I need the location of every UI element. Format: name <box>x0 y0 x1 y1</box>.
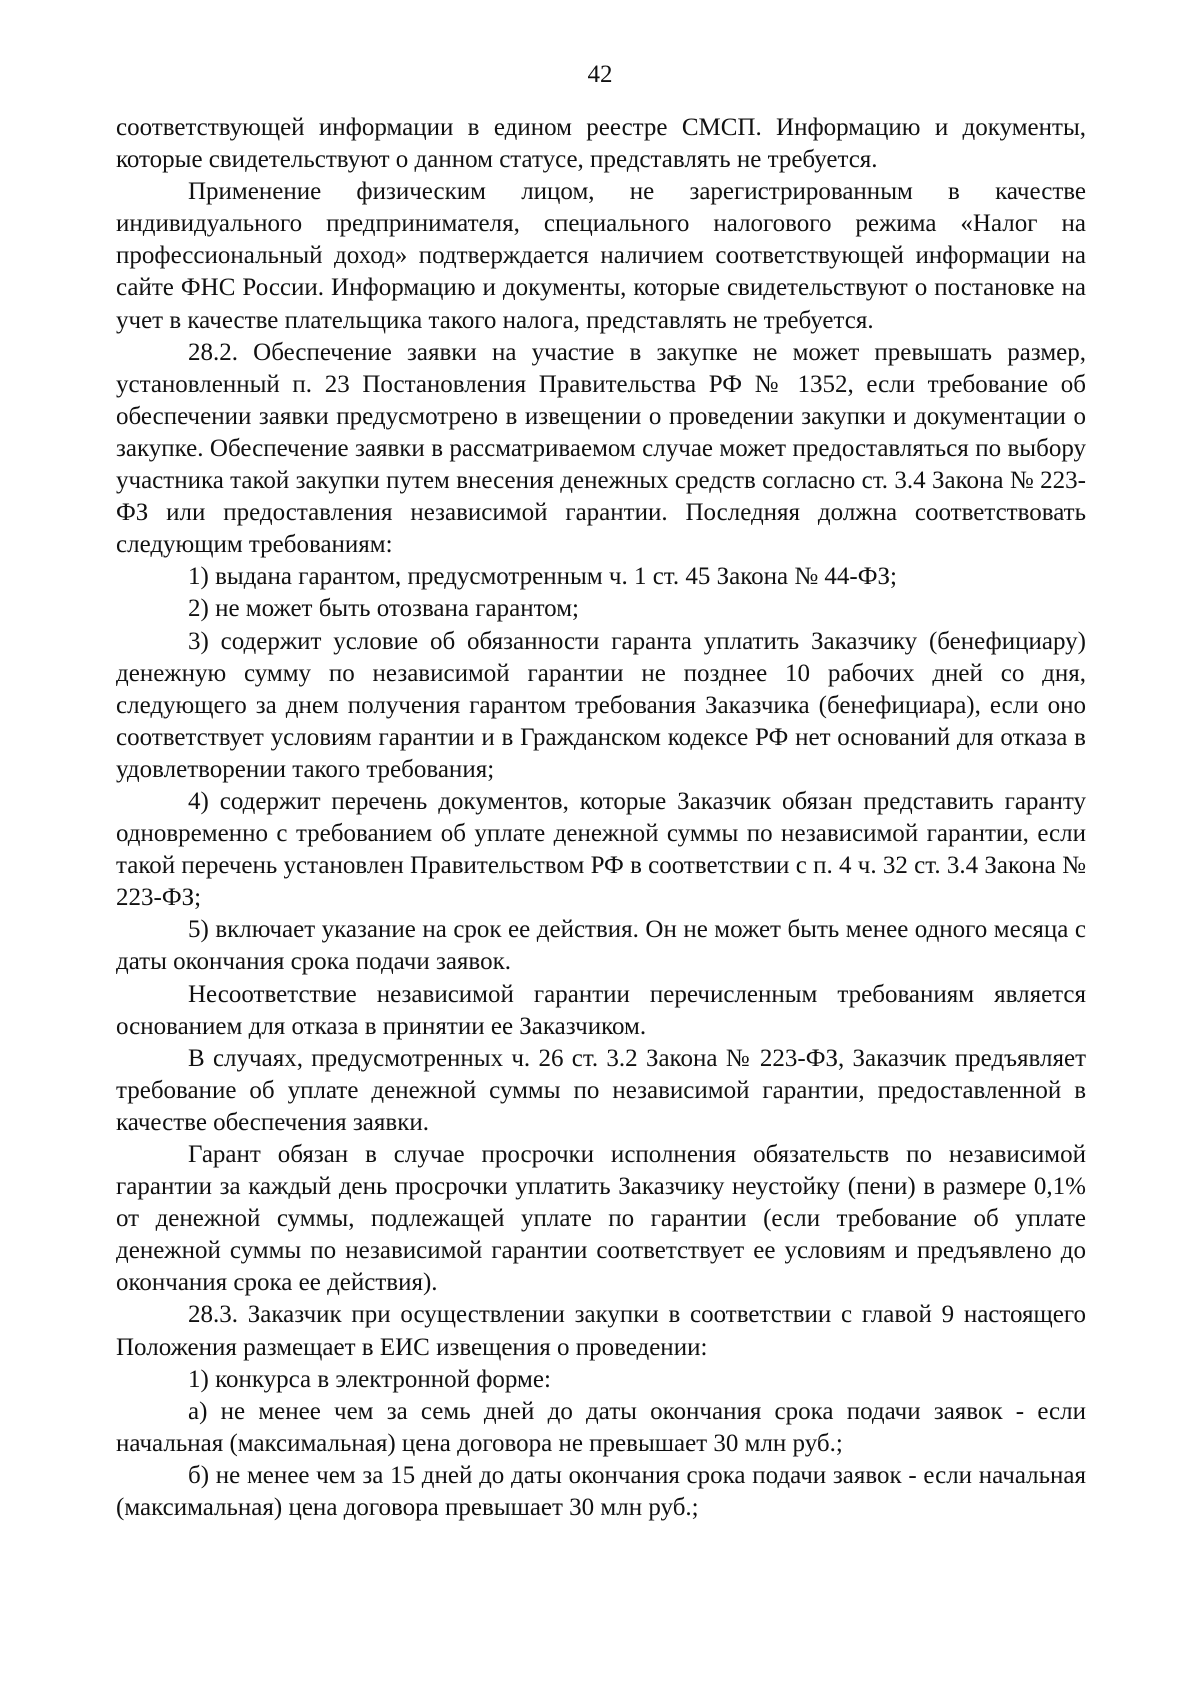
paragraph-28-3-notices: 28.3. Заказчик при осуществлении закупки в соответствии с главой 9 настоящего Положения размещает в ЕИС извещения о проведении: <box>116 1301 1086 1361</box>
list-item-a-seven-days: а) не менее чем за семь дней до даты окончания срока подачи заявок - если начальная (максимальная) цена договора не превышает 30 млн руб.; <box>116 1397 1086 1457</box>
paragraph-professional-income-tax: Применение физическим лицом, не зарегистрированным в качестве индивидуального предпринимателя, специального налогового режима «Налог на профессиональный доход» подтверждается наличием соответствующей информации на сайте ФНС России. Информацию и документы, которые свидетельствуют о постановке на учет в качестве плательщика такого налога, представлять не требуется. <box>116 178 1086 334</box>
paragraph-28-2-bid-security: 28.2. Обеспечение заявки на участие в закупке не может превышать размер, установленный п. 23 Постановления Правительства РФ № 1352, если требование об обеспечении заявки предусмотрено в извещении о проведении закупки и документации о закупке. Обеспечение заявки в рассматриваемом случае может предоставляться по выбору участника такой закупки путем внесения денежных средств согласно ст. 3.4 Закона № 223-ФЗ или предоставления независимой гарантии. Последняя должна соответствовать следующим требованиям: <box>116 338 1086 559</box>
paragraph-guarantor-penalty: Гарант обязан в случае просрочки исполнения обязательств по независимой гарантии за каждый день просрочки уплатить Заказчику неустойку (пени) в размере 0,1% от денежной суммы, подлежащей уплате по гарантии (если требование об уплате денежной суммы по независимой гарантии соответствует ее условиям и предъявлено до окончания срока ее действия). <box>116 1141 1086 1297</box>
list-item-5-validity-term: 5) включает указание на срок ее действия. Он не может быть менее одного месяца с даты окончания срока подачи заявок. <box>116 916 1086 976</box>
list-item-1-electronic-tender: 1) конкурса в электронной форме: <box>188 1365 551 1393</box>
document-body <box>116 112 1086 1524</box>
page-number: 42 <box>587 61 613 88</box>
list-item-4-documents-list: 4) содержит перечень документов, которые Заказчик обязан представить гаранту одновременно с требованием об уплате денежной суммы по независимой гарантии, если такой перечень установлен Правительством РФ в соответствии с п. 4 ч. 32 ст. 3.4 Закона № 223-ФЗ; <box>116 787 1086 912</box>
paragraph-payment-demand: В случаях, предусмотренных ч. 26 ст. 3.2 Закона № 223-ФЗ, Заказчик предъявляет требование об уплате денежной суммы по независимой гарантии, предоставленной в качестве обеспечения заявки. <box>116 1044 1086 1136</box>
list-item-3-payment-condition: 3) содержит условие об обязанности гаранта уплатить Заказчику (бенефициару) денежную сумму по независимой гарантии не позднее 10 рабочих дней со дня, следующего за днем получения гарантом требования Заказчика (бенефициара), если оно соответствует условиям гарантии и в Гражданском кодексе РФ нет оснований для отказа в удовлетворении такого требования; <box>116 627 1086 783</box>
paragraph-nonconformity: Несоответствие независимой гарантии перечисленным требованиям является основанием для отказа в принятии ее Заказчиком. <box>116 980 1086 1040</box>
paragraph-smsp-registry: соответствующей информации в едином реестре СМСП. Информацию и документы, которые свидетельствуют о данном статусе, представлять не требуется. <box>116 114 1086 174</box>
list-item-2-irrevocable: 2) не может быть отозвана гарантом; <box>188 595 579 623</box>
list-item-1-guarantor: 1) выдана гарантом, предусмотренным ч. 1 ст. 45 Закона № 44-ФЗ; <box>188 563 897 591</box>
list-item-b-fifteen-days: б) не менее чем за 15 дней до даты окончания срока подачи заявок - если начальная (максимальная) цена договора превышает 30 млн руб.; <box>116 1461 1086 1522</box>
